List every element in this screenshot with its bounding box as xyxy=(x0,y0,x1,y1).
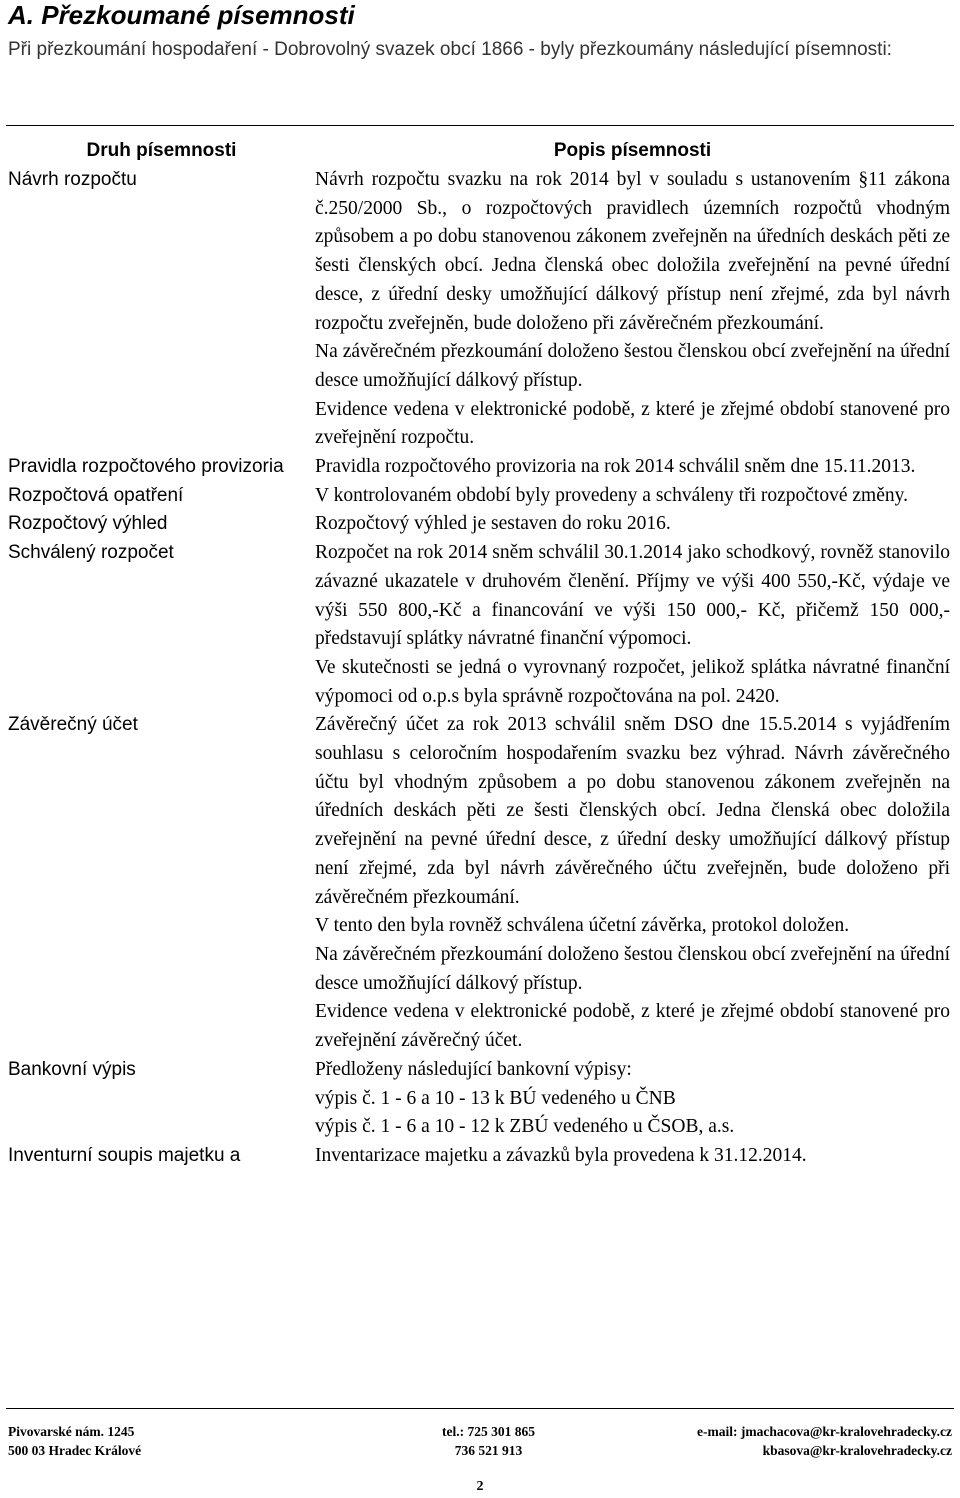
description-paragraph: Evidence vedena v elektronické podobě, z které je zřejmé období stanovené pro zveřejnění závěrečný účet. xyxy=(315,1001,950,1052)
description-paragraph: Předloženy následující bankovní výpisy: xyxy=(315,1058,632,1080)
table-row xyxy=(8,482,950,511)
table-row xyxy=(8,711,950,1055)
row-type: Rozpočtová opatření xyxy=(8,484,184,506)
table-row xyxy=(8,166,950,453)
footer-phone: 736 521 913 xyxy=(454,1443,523,1458)
footer-email: kbasova@kr-kralovehradecky.cz xyxy=(762,1443,952,1458)
row-description xyxy=(315,711,950,1055)
table-row xyxy=(8,453,950,482)
table-row xyxy=(8,1142,950,1171)
table-top-rule xyxy=(6,125,954,126)
footer-address-line: 500 03 Hradec Králové xyxy=(8,1443,142,1458)
row-description xyxy=(315,166,950,453)
row-description xyxy=(315,482,950,511)
description-paragraph: Inventarizace majetku a závazků byla provedena k 31.12.2014. xyxy=(315,1144,807,1166)
table-row xyxy=(8,510,950,539)
footer-email: e-mail: jmachacova@kr-kralovehradecky.cz xyxy=(697,1424,952,1439)
description-paragraph: Na závěrečném přezkoumání doloženo šestou členskou obcí zveřejnění na úřední desce umožňující dálkový přístup. xyxy=(315,341,950,391)
row-description xyxy=(315,1056,950,1142)
row-type: Rozpočtový výhled xyxy=(8,513,168,535)
footer-rule xyxy=(6,1408,954,1409)
row-description xyxy=(315,453,950,482)
row-type: Závěrečný účet xyxy=(8,714,138,736)
description-paragraph: Evidence vedena v elektronické podobě, z které je zřejmé období stanovené pro zveřejnění rozpočtu. xyxy=(315,398,950,449)
row-type: Bankovní výpis xyxy=(8,1058,136,1080)
footer-address-line: Pivovarské nám. 1245 xyxy=(8,1424,135,1439)
row-type: Pravidla rozpočtového provizoria xyxy=(8,456,284,478)
table-header-row xyxy=(8,136,950,166)
description-paragraph: Na závěrečném přezkoumání doloženo šestou členskou obcí zveřejnění na úřední desce umožňující dálkový přístup. xyxy=(315,943,950,994)
table-row xyxy=(8,1056,950,1142)
row-description xyxy=(315,539,950,711)
footer-phone: tel.: 725 301 865 xyxy=(442,1424,535,1439)
row-type: Inventurní soupis majetku a xyxy=(8,1144,241,1166)
description-paragraph: výpis č. 1 - 6 a 10 - 12 k ZBÚ vedeného u ČSOB, a.s. xyxy=(315,1116,735,1138)
documents-table xyxy=(8,136,950,1171)
page-number: 2 xyxy=(476,1479,484,1494)
description-paragraph: V kontrolovaném období byly provedeny a schváleny tři rozpočtové změny. xyxy=(315,484,908,506)
row-type: Návrh rozpočtu xyxy=(8,169,137,190)
intro-text: Při přezkoumání hospodaření - Dobrovolný svazek obcí 1866 - byly přezkoumány následující písemnosti: xyxy=(8,39,892,60)
description-paragraph: výpis č. 1 - 6 a 10 - 13 k BÚ vedeného u ČNB xyxy=(315,1087,676,1109)
footer-emails xyxy=(697,1422,952,1460)
description-paragraph: Závěrečný účet za rok 2013 schválil sněm DSO dne 15.5.2014 s vyjádřením souhlasu s celoročním hospodařením svazku bez výhrad. Návrh závěrečného účtu byl vhodným způsobem a po dobu stanovenou zákonem zveřejněn na úředních deskách pěti ze šesti členských obcí. Jedna členská obec doložila zveřejnění na pevné úřední desce, z úřední desky umožňující dálkový přístup není zřejmé, zda byl návrh závěrečného účtu zveřejněn, bude doloženo při závěrečném přezkoumání. xyxy=(315,714,950,908)
row-description xyxy=(315,1142,950,1171)
description-paragraph: V tento den byla rovněž schválena účetní závěrka, protokol doložen. xyxy=(315,915,850,937)
page-heading: A. Přezkoumané písemnosti xyxy=(8,0,355,30)
table-row xyxy=(8,539,950,711)
header-type: Druh písemnosti xyxy=(86,140,237,161)
row-type: Schválený rozpočet xyxy=(8,542,174,564)
description-paragraph: Návrh rozpočtu svazku na rok 2014 byl v souladu s ustanovením §11 zákona č.250/2000 Sb., o rozpočtových pravidlech územních rozpočtů vhodným způsobem a po dobu stanovenou zákonem zveřejněn na úředních deskách pěti ze šesti členských obcí. Jedna členská obec doložila zveřejnění na pevné úřední desce, z úřední desky umožňující dálkový přístup není zřejmé, zda byl návrh rozpočtu zveřejněn, bude doloženo při závěrečném přezkoumání. xyxy=(315,169,950,334)
description-paragraph: Ve skutečnosti se jedná o vyrovnaný rozpočet, jelikož splátka návratné finanční výpomoci od o.p.s byla správně rozpočtována na pol. 2420. xyxy=(315,656,950,707)
page-footer xyxy=(8,1422,952,1462)
description-paragraph: Rozpočtový výhled je sestaven do roku 2016. xyxy=(315,513,671,535)
footer-phones xyxy=(442,1422,535,1460)
header-description: Popis písemnosti xyxy=(553,140,712,161)
description-paragraph: Rozpočet na rok 2014 sněm schválil 30.1.2014 jako schodkový, rovněž stanovilo závazné ukazatele v druhovém členění. Příjmy ve výši 400 550,-Kč, výdaje ve výši 550 800,-Kč a financování ve výši 150 000,- Kč, přičemž 150 000,- představují splátky návratné finanční výpomoci. xyxy=(315,542,950,650)
row-description xyxy=(315,510,950,539)
footer-address xyxy=(8,1422,141,1460)
description-paragraph: Pravidla rozpočtového provizoria na rok 2014 schválil sněm dne 15.11.2013. xyxy=(315,456,916,478)
